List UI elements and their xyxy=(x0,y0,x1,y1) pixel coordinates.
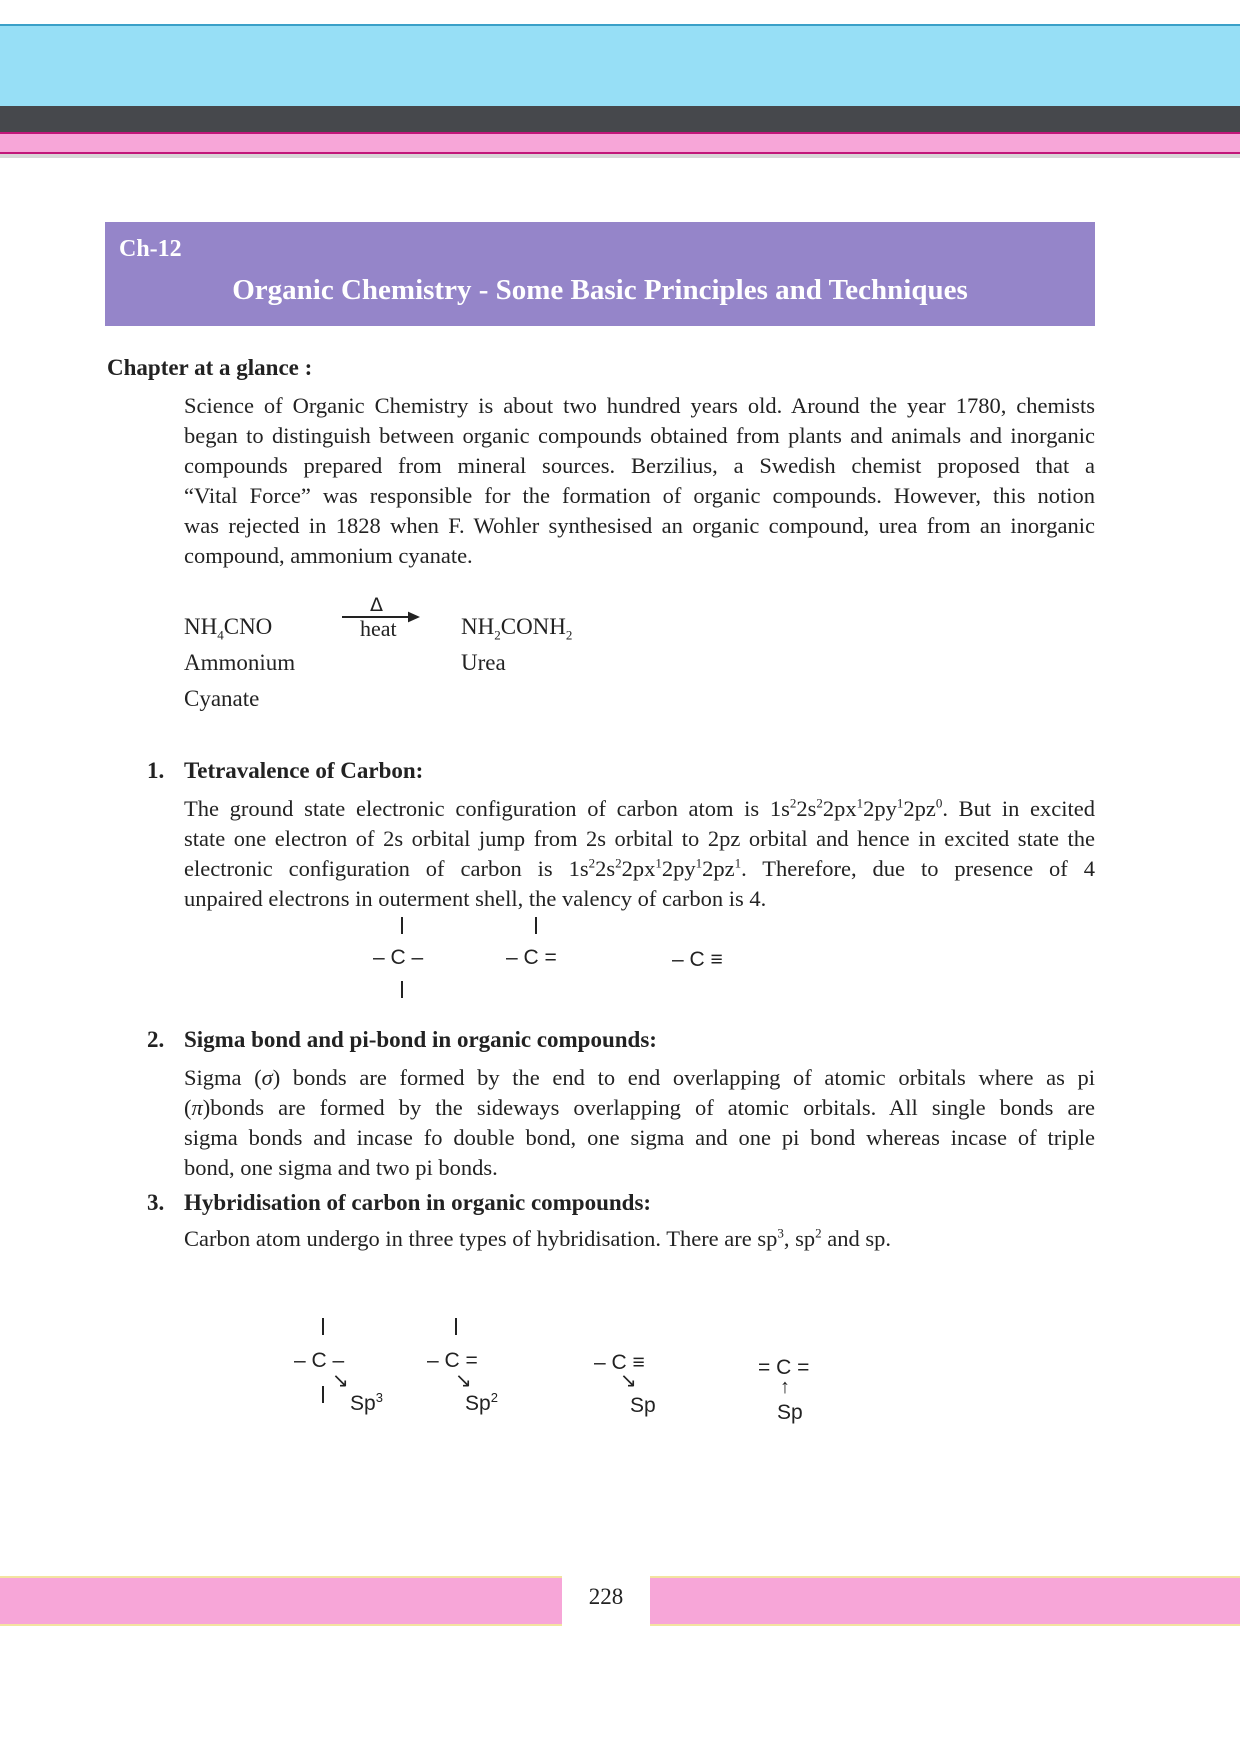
bond-line-down xyxy=(401,981,403,998)
reactant-formula: $NH_4CNO$ xyxy=(184,614,273,643)
reactant-name-1: Ammonium xyxy=(184,650,296,675)
section-2-number: 2. xyxy=(147,1027,165,1052)
arrow-head-icon xyxy=(408,612,420,623)
up-arrow-icon: ↑ xyxy=(780,1376,790,1398)
header-band-grey xyxy=(0,154,1240,158)
reactant-name-2: Cyanate xyxy=(184,686,260,711)
glance-line: compounds prepared from mineral sources. Berzilius, a Swedish chemist proposed that a xyxy=(184,453,1095,478)
carbon-double-bond: – C = xyxy=(506,946,557,969)
page-number: 228 xyxy=(588,1584,624,1609)
section-1-paragraph xyxy=(184,794,1095,914)
bond-line-up xyxy=(535,917,537,934)
section-1-line: electronic configuration of carbon is $1s^22s^22px^12py^12pz^1$. Therefore, due to presence of 4 xyxy=(184,855,1095,881)
footer-band-right xyxy=(650,1576,1240,1626)
glance-heading: Chapter at a glance : xyxy=(107,355,313,380)
section-2-title: Sigma bond and pi-bond in organic compounds: xyxy=(184,1027,657,1052)
product-formula: $NH_2CONH_2$ xyxy=(461,614,573,643)
sp3-label: Sp$^3$ xyxy=(350,1390,383,1415)
heat-delta-symbol: Δ xyxy=(370,594,383,616)
glance-line: began to distinguish between organic compounds obtained from plants and animals and inorganic xyxy=(184,423,1095,448)
section-1-line: The ground state electronic configuration of carbon atom is $1s^22s^22px^12py^12pz^0$. But in excited xyxy=(184,795,1095,821)
glance-line: Science of Organic Chemistry is about two hundred years old. Around the year 1780, chemists xyxy=(184,393,1095,418)
product-name: Urea xyxy=(461,650,506,675)
heat-label: heat xyxy=(360,616,397,641)
section-3-line: Carbon atom undergo in three types of hybridisation. There are $sp^3$, $sp^2$ and sp. xyxy=(184,1225,892,1251)
carbon-triple-bond: – C ≡ xyxy=(672,948,723,971)
chapter-title: Organic Chemistry - Some Basic Principles and Techniques xyxy=(232,274,968,306)
sp-carbon-cumulated: = C = xyxy=(758,1356,810,1379)
bond-line-up xyxy=(455,1318,457,1335)
section-1-title: Tetravalence of Carbon: xyxy=(184,758,424,783)
sp-label-cumulated: Sp xyxy=(777,1401,803,1424)
bond-line-down xyxy=(322,1386,324,1403)
header-band-dark xyxy=(0,106,1240,132)
section-3-number: 3. xyxy=(147,1190,165,1215)
glance-line: “Vital Force” was responsible for the formation of organic compounds. However, this notion xyxy=(184,483,1095,508)
sp2-label: Sp$^2$ xyxy=(465,1390,498,1415)
bond-line-up xyxy=(401,917,403,934)
section-1-line: state one electron of 2s orbital jump from 2s orbital to 2pz orbital and hence in excited state the xyxy=(184,826,1095,851)
footer-band-left xyxy=(0,1576,562,1626)
section-3-title: Hybridisation of carbon in organic compounds: xyxy=(184,1190,652,1215)
sp2-carbon: – C = xyxy=(427,1349,478,1372)
reaction-arrow xyxy=(340,594,420,644)
diagonal-arrow-icon: ↘ xyxy=(332,1370,349,1392)
section-1-line: unpaired electrons in outerment shell, the valency of carbon is 4. xyxy=(184,886,767,911)
section-2-line: bond, one sigma and two pi bonds. xyxy=(184,1155,498,1180)
section-2-line: sigma bonds and incase fo double bond, one sigma and one pi bond whereas incase of triple xyxy=(184,1125,1095,1150)
header-band-blue xyxy=(0,24,1240,108)
carbon-single-bond: – C – xyxy=(373,946,424,969)
glance-line: was rejected in 1828 when F. Wohler synthesised an organic compound, urea from an inorganic xyxy=(184,513,1095,538)
chapter-title-box xyxy=(105,222,1095,326)
sp-carbon-triple: – C ≡ xyxy=(594,1351,645,1374)
glance-line: compound, ammonium cyanate. xyxy=(184,543,473,568)
sp3-carbon: – C – xyxy=(294,1349,345,1372)
header-band-pink xyxy=(0,132,1240,154)
diagonal-arrow-icon: ↘ xyxy=(620,1370,637,1392)
glance-paragraph xyxy=(184,391,1095,571)
sp-label-triple: Sp xyxy=(630,1394,656,1417)
bond-line-up xyxy=(322,1318,324,1335)
section-2-paragraph xyxy=(184,1063,1095,1183)
diagonal-arrow-icon: ↘ xyxy=(455,1370,472,1392)
section-2-line: Sigma (σ) bonds are formed by the end to end overlapping of atomic orbitals where as pi xyxy=(184,1065,1095,1090)
chapter-number: Ch-12 xyxy=(119,236,182,262)
section-1-number: 1. xyxy=(147,758,165,783)
section-2-line: (π)bonds are formed by the sideways overlapping of atomic orbitals. All single bonds are xyxy=(184,1095,1095,1120)
